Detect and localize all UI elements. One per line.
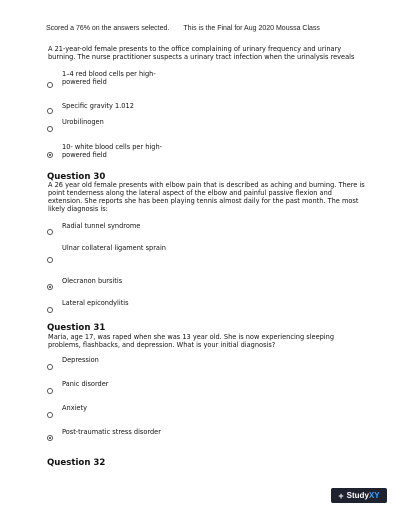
logo-text-main: Study (346, 491, 369, 500)
q30-option-3-label: Olecranon bursitis (62, 277, 123, 285)
q29-option-3-label: Urobilinogen (62, 118, 104, 126)
score-header (46, 25, 320, 32)
q29-option-4-label: 10- white blood cells per high-powered field (62, 143, 163, 159)
q30-option-2-radio[interactable] (47, 257, 53, 263)
q29-option-3-radio[interactable] (47, 126, 53, 132)
question-30-stem: A 26 year old female presents with elbow pain that is described as aching and burning. There is point tenderness along the lateral aspect of the elbow and painful passive flexion and extension. She reports she has been playing tennis almost daily for the past month. The most likely diagnosis is: (48, 181, 365, 213)
q31-option-3-radio[interactable] (47, 412, 53, 418)
q31-option-2-label: Panic disorder (62, 380, 109, 388)
score-text: Scored a 76% on the answers selected. (46, 25, 170, 32)
q30-option-4-label: Lateral epicondylitis (62, 299, 129, 307)
exam-note: This is the Final for Aug 2020 Moussa Class (183, 25, 320, 32)
q29-option-4-radio[interactable] (47, 152, 53, 158)
q31-option-1-radio[interactable] (47, 364, 53, 370)
q29-option-2-radio[interactable] (47, 108, 53, 114)
question-31-title: Question 31 (47, 323, 106, 333)
q30-option-3-radio[interactable] (47, 284, 53, 290)
q31-option-1-label: Depression (62, 356, 99, 364)
q29-option-2-label: Specific gravity 1.012 (62, 102, 134, 110)
question-32-title: Question 32 (47, 458, 106, 468)
q30-option-1-radio[interactable] (47, 229, 53, 235)
question-30-title: Question 30 (47, 172, 106, 182)
q31-option-4-radio[interactable] (47, 435, 53, 441)
studyxy-logo[interactable] (331, 488, 387, 503)
q30-option-2-label: Ulnar collateral ligament sprain (62, 244, 166, 252)
logo-text-accent: XY (368, 491, 380, 500)
q29-option-1-radio[interactable] (47, 82, 53, 88)
q31-option-4-label: Post-traumatic stress disorder (62, 428, 161, 436)
question-31-stem: Maria, age 17, was raped when she was 13 year old. She is now experiencing sleeping problems, flashbacks, and depression. What is your initial diagnosis? (48, 333, 335, 349)
q31-option-2-radio[interactable] (47, 388, 53, 394)
question-29-stem: A 21-year-old female presents to the office complaining of urinary frequency and urinary burning. The nurse practitioner suspects a urinary tract infection when the urinalysis reveals (48, 45, 355, 61)
q30-option-1-label: Radial tunnel syndrome (62, 222, 141, 230)
q31-option-3-label: Anxiety (62, 404, 87, 412)
q29-option-1-label: 1–4 red blood cells per high-powered field (62, 70, 156, 86)
q30-option-4-radio[interactable] (47, 307, 53, 313)
plus-icon: + (338, 490, 344, 501)
